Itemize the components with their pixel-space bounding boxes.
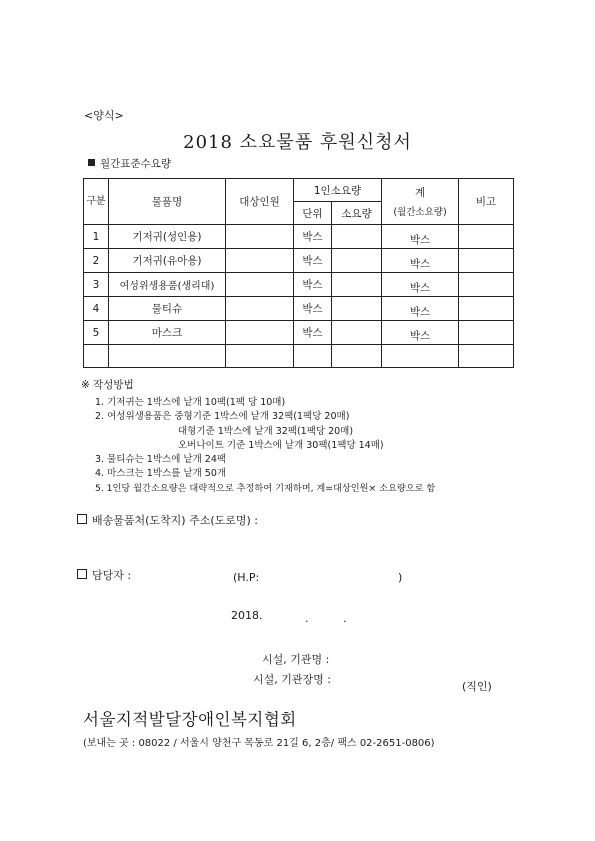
note-line: 1. 기저귀는 1박스에 낱개 10팩(1팩 당 10매)	[95, 397, 286, 408]
request-table	[83, 178, 514, 368]
row-remarks-cell[interactable]	[459, 273, 514, 297]
seal-label: (직인)	[462, 680, 492, 693]
row-item: 여성위생용품(생리대)	[109, 273, 226, 297]
head-label: 시설, 기관장명 :	[253, 673, 331, 686]
row-no: 3	[84, 273, 109, 297]
organization-name: 서울지적발달장애인복지협회	[83, 710, 297, 729]
delivery-address-field	[77, 512, 258, 528]
note-line: 4. 마스크는 1박스를 낱개 50개	[95, 468, 227, 479]
header-quantity: 소요량	[332, 202, 382, 225]
empty-cell[interactable]	[459, 345, 514, 368]
section-heading	[88, 156, 171, 171]
date-year: 2018.	[231, 609, 263, 622]
date-dot-month: .	[305, 612, 309, 625]
section-heading-text: 월간표준수요량	[100, 158, 172, 170]
row-remarks-cell[interactable]	[459, 297, 514, 321]
row-unit: 박스	[294, 321, 332, 345]
note-line: 3. 물티슈는 1박스에 낱개 24팩	[95, 454, 227, 465]
empty-cell[interactable]	[84, 345, 109, 368]
table-row	[84, 273, 514, 297]
row-quantity-cell[interactable]	[332, 249, 382, 273]
empty-cell[interactable]	[226, 345, 294, 368]
row-target-cell[interactable]	[226, 273, 294, 297]
header-total	[382, 179, 459, 225]
row-unit: 박스	[294, 249, 332, 273]
row-remarks-cell[interactable]	[459, 225, 514, 249]
header-per-person: 1인소요량	[294, 179, 382, 202]
table-row	[84, 297, 514, 321]
empty-cell[interactable]	[332, 345, 382, 368]
hp-close: )	[398, 571, 403, 584]
hp-label: (H.P:	[233, 571, 260, 584]
header-total-sub: (월간소요량)	[393, 207, 447, 218]
row-total: 박스	[382, 273, 459, 297]
square-bullet-icon	[88, 159, 95, 166]
contact-field	[77, 567, 131, 583]
table-row	[84, 321, 514, 345]
row-quantity-cell[interactable]	[332, 225, 382, 249]
empty-cell[interactable]	[294, 345, 332, 368]
row-item: 기저귀(성인용)	[109, 225, 226, 249]
contact-label: 담당자 :	[92, 569, 132, 582]
row-target-cell[interactable]	[226, 249, 294, 273]
row-remarks-cell[interactable]	[459, 249, 514, 273]
note-line: 2. 여성위생용품은 중형기준 1박스에 낱개 32팩(1팩당 20매)	[95, 411, 350, 422]
row-no: 1	[84, 225, 109, 249]
row-target-cell[interactable]	[226, 225, 294, 249]
row-no: 5	[84, 321, 109, 345]
table-row-empty	[84, 345, 514, 368]
row-unit: 박스	[294, 225, 332, 249]
form-label: <양식>	[84, 109, 124, 122]
empty-cell[interactable]	[109, 345, 226, 368]
header-unit: 단위	[294, 202, 332, 225]
row-item: 기저귀(유아용)	[109, 249, 226, 273]
row-item: 물티슈	[109, 297, 226, 321]
header-total-label: 계	[414, 187, 426, 199]
row-unit: 박스	[294, 297, 332, 321]
delivery-checkbox[interactable]	[77, 514, 87, 524]
row-quantity-cell[interactable]	[332, 273, 382, 297]
document-title: 2018 소요물품 후원신청서	[183, 132, 412, 153]
notes-heading: ※ 작성방법	[81, 379, 134, 391]
row-no: 2	[84, 249, 109, 273]
row-target-cell[interactable]	[226, 321, 294, 345]
row-total: 박스	[382, 297, 459, 321]
table-row	[84, 249, 514, 273]
table-row	[84, 225, 514, 249]
facility-label: 시설, 기관명 :	[262, 653, 330, 666]
note-line: 오버나이트 기준 1박스에 낱개 30팩(1팩당 14매)	[178, 440, 384, 451]
row-total: 박스	[382, 321, 459, 345]
delivery-label: 배송물품처(도착지) 주소(도로명) :	[92, 514, 259, 527]
note-line: 5. 1인당 월간소요량은 대략적으로 추정하여 기재하며, 계=대상인원× 소요량으로 함	[95, 483, 436, 494]
note-line: 대형기준 1박스에 낱개 32팩(1팩당 20매)	[178, 426, 354, 437]
row-quantity-cell[interactable]	[332, 321, 382, 345]
row-item: 마스크	[109, 321, 226, 345]
contact-checkbox[interactable]	[77, 569, 87, 579]
row-remarks-cell[interactable]	[459, 321, 514, 345]
row-total: 박스	[382, 249, 459, 273]
header-target: 대상인원	[226, 179, 294, 225]
header-remarks: 비고	[459, 179, 514, 225]
header-no: 구분	[84, 179, 109, 225]
row-total: 박스	[382, 225, 459, 249]
row-quantity-cell[interactable]	[332, 297, 382, 321]
empty-cell[interactable]	[382, 345, 459, 368]
organization-address: (보내는 곳 : 08022 / 서울시 양천구 목동로 21길 6, 2층/ 팩스 02-2651-0806)	[83, 738, 435, 749]
row-no: 4	[84, 297, 109, 321]
row-target-cell[interactable]	[226, 297, 294, 321]
date-dot-day: .	[343, 612, 347, 625]
row-unit: 박스	[294, 273, 332, 297]
header-item: 물품명	[109, 179, 226, 225]
